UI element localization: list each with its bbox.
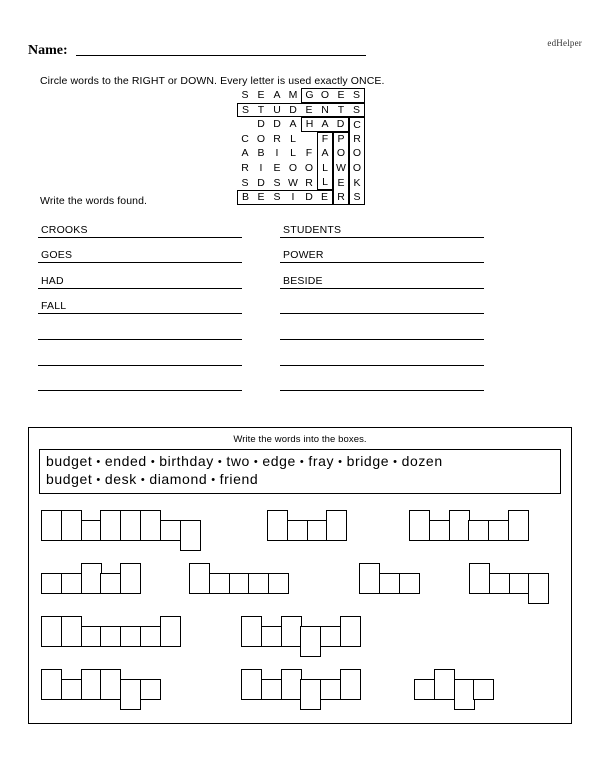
letter-cell[interactable]: E (333, 88, 349, 103)
letter-box[interactable] (434, 669, 455, 700)
word-bank-separator: • (338, 455, 343, 468)
answer-line[interactable] (280, 289, 484, 315)
letter-box[interactable] (140, 679, 161, 700)
letter-box[interactable] (229, 573, 250, 594)
letter-box[interactable] (414, 679, 435, 700)
letter-cell[interactable]: A (273, 89, 281, 102)
letter-cell[interactable]: N (317, 103, 333, 118)
letter-cell[interactable]: P (333, 132, 349, 147)
letter-box[interactable] (268, 573, 289, 594)
letter-box[interactable] (160, 616, 181, 647)
word-shape[interactable] (41, 510, 201, 551)
letter-cell[interactable]: T (333, 103, 349, 118)
letter-cell[interactable]: L (290, 147, 296, 160)
letter-box[interactable] (100, 669, 121, 700)
letter-box[interactable] (120, 563, 141, 594)
word-bank-separator: • (299, 455, 305, 468)
word-shape[interactable] (409, 510, 529, 541)
letter-box[interactable] (61, 510, 82, 541)
word-bank-word: dozen (401, 453, 443, 469)
letter-cell[interactable]: G (301, 88, 317, 103)
letter-cell[interactable]: L (290, 132, 296, 145)
letter-cell[interactable]: L (317, 176, 333, 191)
letter-cell[interactable]: R (333, 190, 349, 205)
letter-cell[interactable]: O (349, 146, 365, 161)
word-bank-separator: • (96, 455, 101, 468)
word-bank-word: edge (262, 453, 296, 469)
word-bank-word: friend (219, 470, 259, 487)
word-shape-row (29, 616, 571, 669)
word-bank-separator: • (96, 473, 101, 486)
answer-column-right (280, 212, 484, 391)
letter-cell[interactable]: S (349, 88, 365, 103)
letter-cell[interactable]: O (349, 161, 365, 176)
letter-box[interactable] (454, 679, 475, 710)
word-shape[interactable] (241, 616, 361, 657)
word-bank-word: birthday (159, 453, 214, 469)
letter-box[interactable] (100, 626, 121, 647)
letter-box[interactable] (81, 669, 102, 700)
letter-cell[interactable]: D (273, 118, 281, 131)
letter-box[interactable] (261, 626, 282, 647)
letter-box[interactable] (189, 563, 210, 594)
letter-box[interactable] (359, 563, 380, 594)
letter-box[interactable] (379, 573, 400, 594)
letter-cell[interactable]: O (304, 162, 314, 175)
letter-grid-row (237, 117, 365, 132)
word-shape[interactable] (414, 669, 494, 710)
letter-box[interactable] (340, 669, 361, 700)
letter-box[interactable] (409, 510, 430, 541)
letter-box[interactable] (473, 679, 494, 700)
wordsearch-instruction: Circle words to the RIGHT or DOWN. Every letter is used exactly ONCE. (40, 75, 385, 87)
word-bank-separator: • (211, 473, 216, 486)
answer-line[interactable] (280, 366, 484, 392)
answer-line[interactable] (38, 340, 242, 366)
word-bank-word: diamond (149, 470, 208, 487)
boxes-panel-title: Write the words into the boxes. (233, 434, 367, 445)
letter-box[interactable] (528, 573, 549, 604)
letter-box[interactable] (100, 510, 121, 541)
letter-box[interactable] (61, 679, 82, 700)
answer-line[interactable]: HAD (38, 263, 242, 289)
word-bank-separator: • (140, 473, 146, 486)
word-bank-word: desk (104, 470, 137, 487)
letter-box[interactable] (267, 510, 288, 541)
letter-box[interactable] (180, 520, 201, 551)
answer-line[interactable]: BESIDE (280, 263, 484, 289)
letter-box[interactable] (41, 669, 62, 700)
letter-box[interactable] (449, 510, 470, 541)
letter-grid-row (237, 88, 365, 103)
letter-box[interactable] (489, 573, 510, 594)
letter-grid-row (237, 103, 365, 118)
name-label: Name: (28, 43, 68, 58)
letter-box[interactable] (140, 510, 161, 541)
boxes-panel (28, 427, 572, 724)
letter-cell[interactable]: A (289, 118, 297, 131)
letter-cell[interactable]: E (301, 103, 317, 118)
letter-cell[interactable]: B (237, 190, 253, 205)
word-shape-row (29, 669, 571, 722)
letter-cell[interactable]: R (241, 162, 249, 175)
letter-cell[interactable]: L (317, 161, 333, 176)
letter-box[interactable] (320, 626, 341, 647)
letter-cell[interactable]: O (333, 146, 349, 161)
word-shape[interactable] (469, 563, 549, 604)
letter-cell[interactable]: I (275, 147, 279, 160)
letter-box[interactable] (488, 520, 509, 541)
letter-cell[interactable]: B (257, 147, 265, 160)
letter-cell[interactable]: A (317, 146, 333, 161)
word-shape[interactable] (41, 616, 181, 647)
letter-cell[interactable]: D (301, 190, 317, 205)
letter-cell[interactable]: M (288, 89, 298, 102)
answer-column-left (38, 212, 242, 391)
letter-box[interactable] (160, 520, 181, 541)
letter-cell[interactable]: T (253, 103, 269, 118)
letter-cell[interactable]: E (253, 190, 269, 205)
letter-grid-row (237, 176, 365, 191)
letter-cell[interactable]: A (241, 147, 249, 160)
letter-grid-row (237, 132, 365, 147)
name-write-line[interactable] (76, 55, 366, 56)
word-bank-separator: • (217, 455, 223, 468)
letter-box[interactable] (140, 626, 161, 647)
letter-cell[interactable]: H (301, 117, 317, 132)
word-shape-row (29, 510, 571, 563)
letter-cell[interactable]: A (317, 117, 333, 132)
letter-box[interactable] (41, 616, 62, 647)
answer-line[interactable]: POWER (280, 238, 484, 264)
letter-cell[interactable]: R (305, 176, 313, 189)
word-bank-line-1 (46, 453, 554, 471)
letter-cell[interactable]: K (349, 176, 365, 191)
word-bank-separator: • (393, 455, 398, 468)
name-field-row (28, 44, 366, 58)
letter-cell[interactable]: R (273, 132, 281, 145)
letter-box[interactable] (399, 573, 420, 594)
answer-line[interactable] (38, 314, 242, 340)
letter-box[interactable] (241, 669, 262, 700)
letter-cell[interactable]: I (285, 190, 301, 205)
letter-box[interactable] (120, 510, 141, 541)
letter-cell[interactable]: E (273, 162, 281, 175)
word-bank-separator: • (253, 455, 259, 468)
word-bank-word: two (226, 453, 250, 469)
letter-box[interactable] (508, 510, 529, 541)
letter-box[interactable] (307, 520, 328, 541)
letter-cell[interactable]: F (317, 132, 333, 147)
letter-cell[interactable]: C (349, 117, 365, 132)
letter-cell[interactable]: F (305, 147, 313, 160)
letter-box[interactable] (81, 626, 102, 647)
letter-cell[interactable]: S (269, 190, 285, 205)
letter-cell[interactable] (301, 132, 317, 147)
edhelper-logo: edHelper (547, 38, 582, 48)
letter-box[interactable] (248, 573, 269, 594)
word-shape-grid (29, 510, 571, 722)
letter-cell[interactable]: S (349, 103, 365, 118)
letter-box[interactable] (326, 510, 347, 541)
word-bank-word: bridge (346, 453, 390, 469)
letter-cell[interactable] (237, 117, 253, 132)
answer-line[interactable] (280, 314, 484, 340)
word-bank-word: budget (46, 453, 93, 469)
letter-box[interactable] (469, 563, 490, 594)
word-bank (39, 449, 561, 494)
letter-box[interactable] (100, 573, 121, 594)
letter-box[interactable] (261, 679, 282, 700)
letter-box[interactable] (61, 573, 82, 594)
letter-cell[interactable]: D (257, 118, 265, 131)
letter-cell[interactable]: O (288, 162, 298, 175)
letter-box[interactable] (120, 626, 141, 647)
letter-cell[interactable]: O (317, 88, 333, 103)
letter-grid-row (237, 161, 365, 176)
letter-box[interactable] (281, 616, 302, 647)
letter-cell[interactable]: W (333, 161, 349, 176)
word-shape[interactable] (189, 563, 289, 594)
letter-cell[interactable]: E (317, 190, 333, 205)
letter-box[interactable] (300, 679, 321, 710)
letter-box[interactable] (509, 573, 530, 594)
answers-area (38, 212, 484, 391)
letter-cell[interactable]: E (333, 176, 349, 191)
answer-line[interactable]: FALL (38, 289, 242, 315)
letter-cell[interactable]: R (349, 132, 365, 147)
word-bank-word: fray (308, 453, 335, 469)
letter-cell[interactable]: U (269, 103, 285, 118)
letter-box[interactable] (81, 563, 102, 594)
letter-box[interactable] (320, 679, 341, 700)
letter-cell[interactable]: S (241, 89, 249, 102)
word-shape-row (29, 563, 571, 616)
answer-line[interactable]: STUDENTS (280, 212, 484, 238)
letter-box[interactable] (468, 520, 489, 541)
letter-box[interactable] (241, 616, 262, 647)
letter-grid (237, 88, 365, 205)
letter-box[interactable] (281, 669, 302, 700)
letter-box[interactable] (209, 573, 230, 594)
answer-line[interactable]: GOES (38, 238, 242, 264)
letter-cell[interactable]: O (256, 132, 266, 145)
letter-box[interactable] (81, 520, 102, 541)
word-bank-word: budget (46, 470, 93, 487)
letter-grid-row (237, 190, 365, 205)
answers-instruction: Write the words found. (40, 195, 148, 207)
word-shape[interactable] (267, 510, 347, 541)
letter-cell[interactable]: S (237, 103, 253, 118)
letter-box[interactable] (61, 616, 82, 647)
letter-cell[interactable]: D (333, 117, 349, 132)
word-bank-line-2 (46, 471, 554, 489)
answer-line[interactable] (280, 340, 484, 366)
letter-cell[interactable]: S (273, 176, 281, 189)
letter-cell[interactable]: D (285, 103, 301, 118)
letter-box[interactable] (300, 626, 321, 657)
letter-cell[interactable]: C (241, 132, 249, 145)
letter-box[interactable] (340, 616, 361, 647)
answer-line[interactable] (38, 366, 242, 392)
word-bank-word: ended (104, 453, 147, 469)
letter-cell[interactable]: D (257, 176, 265, 189)
letter-box[interactable] (120, 679, 141, 710)
word-shape[interactable] (241, 669, 361, 710)
letter-cell[interactable]: S (349, 190, 365, 205)
letter-cell[interactable]: S (241, 176, 249, 189)
letter-box[interactable] (287, 520, 308, 541)
word-bank-separator: • (150, 455, 156, 468)
letter-cell[interactable]: E (257, 89, 265, 102)
letter-grid-row (237, 146, 365, 161)
letter-box[interactable] (429, 520, 450, 541)
word-shape[interactable] (41, 669, 161, 710)
word-shape[interactable] (41, 563, 141, 594)
word-shape[interactable] (359, 563, 420, 594)
letter-box[interactable] (41, 573, 62, 594)
letter-cell[interactable]: W (288, 176, 298, 189)
answer-line[interactable]: CROOKS (38, 212, 242, 238)
letter-cell[interactable]: I (259, 162, 263, 175)
letter-box[interactable] (41, 510, 62, 541)
